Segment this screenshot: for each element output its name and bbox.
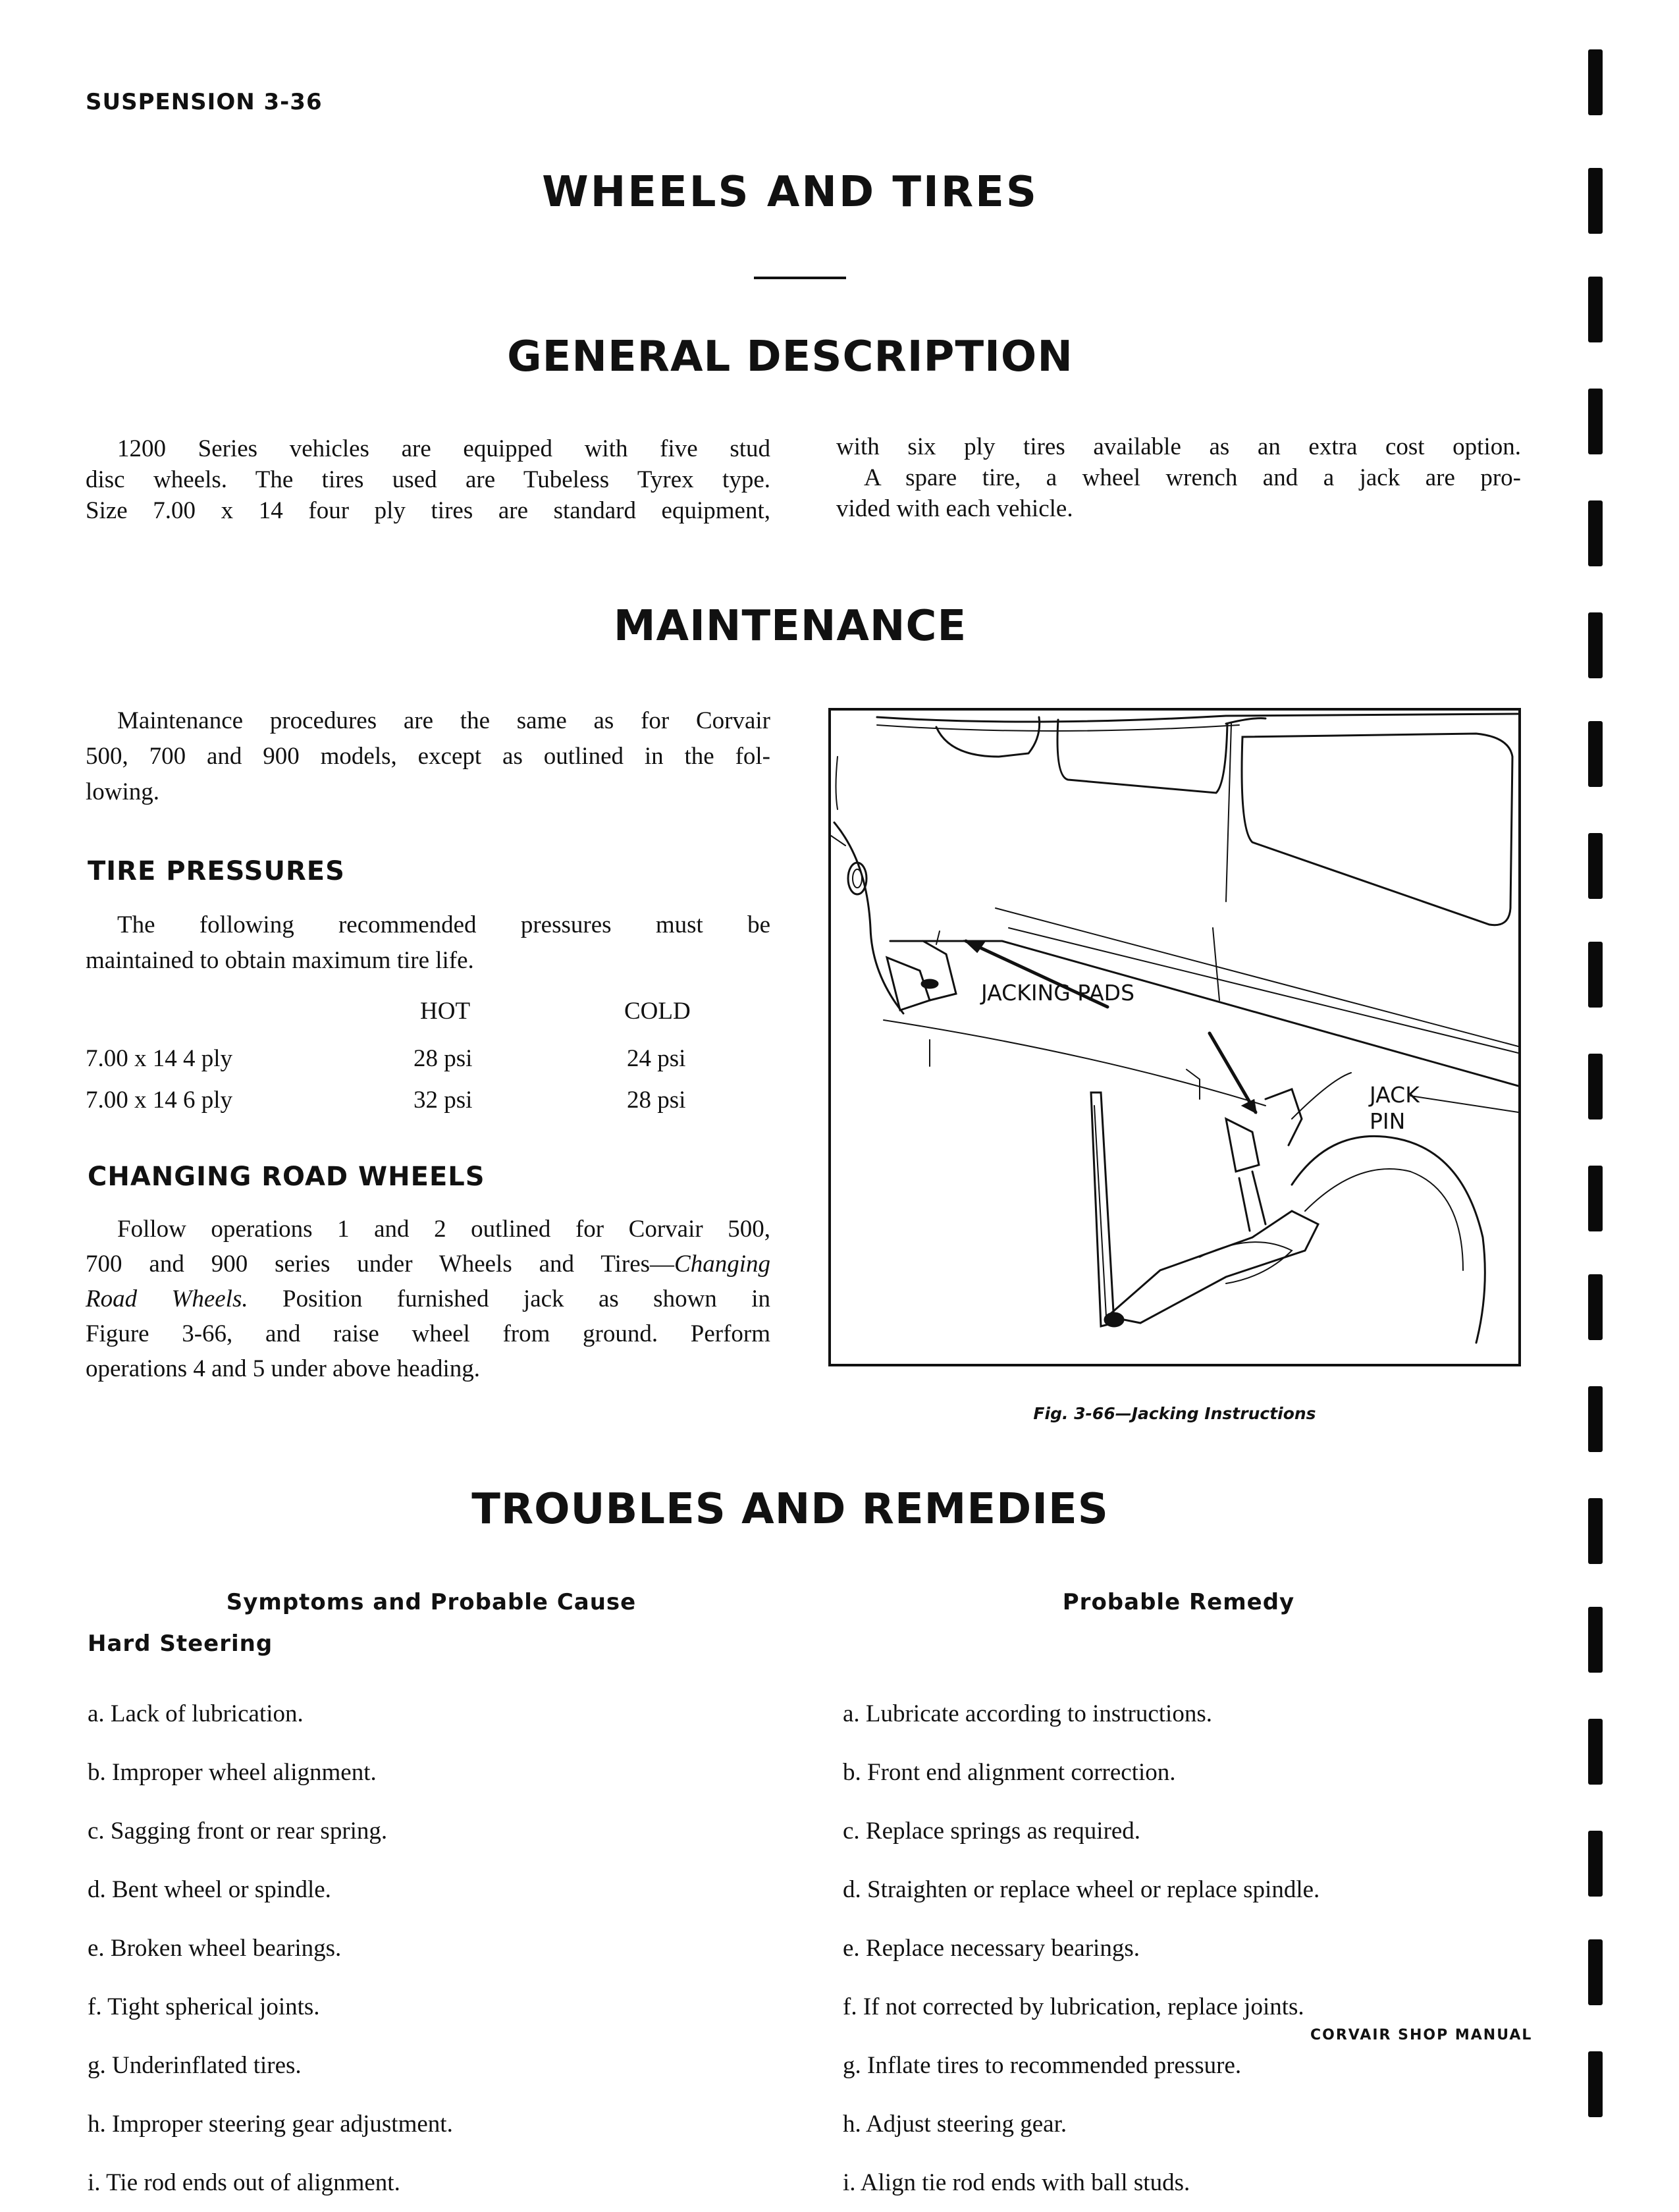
italic-run: Road Wheels. (86, 1285, 248, 1312)
maintenance-heading: MAINTENANCE (613, 602, 967, 651)
text-line: The following recommended pressures must be (117, 911, 770, 938)
text-line: lowing. (86, 778, 160, 805)
margin-index-bar (1588, 389, 1603, 454)
remedy-item: d. Straighten or replace wheel or replace spindle. (843, 1876, 1320, 1903)
changing-road-wheels-heading: CHANGING ROAD WHEELS (88, 1162, 485, 1192)
remedy-item: f. If not corrected by lubrication, replace joints. (843, 1993, 1304, 2020)
col-cold-header: COLD (624, 998, 691, 1025)
page-header: SUSPENSION 3-36 (86, 89, 323, 115)
cause-item: g. Underinflated tires. (88, 2052, 302, 2079)
cold-value-row2: 28 psi (627, 1087, 686, 1114)
remedies-list (843, 1673, 1319, 2212)
page-title: WHEELS AND TIRES (542, 168, 1038, 217)
cause-item: d. Bent wheel or spindle. (88, 1876, 331, 1903)
label-jack: JACK (1370, 1082, 1420, 1108)
label-pin: PIN (1370, 1108, 1406, 1134)
cause-item: h. Improper steering gear adjustment. (88, 2111, 453, 2138)
tire-size-row2: 7.00 x 14 6 ply (86, 1087, 233, 1114)
remedy-item: h. Adjust steering gear. (843, 2111, 1067, 2138)
text-line: vided with each vehicle. (836, 495, 1073, 522)
causes-list (88, 1673, 453, 2212)
jacking-illustration-drawing (831, 711, 1518, 1364)
margin-index-bar (1588, 1939, 1603, 2005)
text-line: 500, 700 and 900 models, except as outlined in the fol- (86, 743, 770, 770)
maintenance-intro (86, 703, 770, 810)
text-line: maintained to obtain maximum tire life. (86, 947, 474, 974)
remedy-item: g. Inflate tires to recommended pressure. (843, 2052, 1242, 2079)
general-description-right (836, 431, 1521, 524)
figure-caption: Fig. 3-66—Jacking Instructions (1033, 1404, 1316, 1423)
text-line: A spare tire, a wheel wrench and a jack are pro- (864, 464, 1521, 491)
text-run: 700 and 900 series under Wheels and Tires— (86, 1251, 675, 1278)
cause-item: f. Tight spherical joints. (88, 1993, 320, 2020)
text-line: Maintenance procedures are the same as for Corvair (117, 707, 770, 734)
tire-size-row1: 7.00 x 14 4 ply (86, 1045, 233, 1072)
margin-index-bar (1588, 1054, 1603, 1119)
troubles-heading: TROUBLES AND REMEDIES (471, 1485, 1109, 1534)
tire-pressures-heading: TIRE PRESSURES (88, 856, 345, 886)
remedy-item: c. Replace springs as required. (843, 1818, 1141, 1845)
remedy-column-header: Probable Remedy (1062, 1589, 1295, 1615)
remedy-item: b. Front end alignment correction. (843, 1759, 1176, 1786)
margin-index-bar (1588, 2051, 1603, 2117)
col-hot-header: HOT (420, 998, 471, 1025)
cause-item: e. Broken wheel bearings. (88, 1935, 342, 1962)
text-line: operations 4 and 5 under above heading. (86, 1355, 481, 1382)
margin-index-bar (1588, 1274, 1603, 1340)
margin-index-bar (1588, 49, 1603, 115)
cause-item: c. Sagging front or rear spring. (88, 1818, 388, 1845)
margin-index-bar (1588, 612, 1603, 678)
remedy-item: a. Lubricate according to instructions. (843, 1700, 1212, 1727)
general-description-heading: GENERAL DESCRIPTION (507, 333, 1073, 381)
text-run: Position furnished jack as shown in (248, 1285, 770, 1312)
hard-steering-heading: Hard Steering (88, 1631, 273, 1657)
text-line: 1200 Series vehicles are equipped with five stud (117, 435, 770, 462)
cause-item: a. Lack of lubrication. (88, 1700, 304, 1727)
text-line (86, 1247, 770, 1281)
margin-index-bar (1588, 833, 1603, 899)
margin-index-bar (1588, 942, 1603, 1008)
italic-run: Changing (674, 1251, 770, 1278)
cold-value-row1: 24 psi (627, 1045, 686, 1072)
jacking-illustration (828, 708, 1521, 1366)
remedy-item: e. Replace necessary bearings. (843, 1935, 1140, 1962)
hot-value-row2: 32 psi (413, 1087, 473, 1114)
page-footer: CORVAIR SHOP MANUAL (1310, 2027, 1533, 2043)
margin-index-bar (1588, 1719, 1603, 1785)
changing-road-wheels-text (86, 1212, 770, 1386)
label-jacking-pads: JACKING PADS (981, 980, 1135, 1006)
margin-index-bar (1588, 1386, 1603, 1452)
symptoms-column-header: Symptoms and Probable Cause (226, 1589, 637, 1615)
margin-index-bar (1588, 1607, 1603, 1673)
hot-value-row1: 28 psi (413, 1045, 473, 1072)
margin-index-bar (1588, 500, 1603, 566)
general-description-left (86, 433, 770, 526)
text-line: Follow operations 1 and 2 outlined for Corvair 500, (117, 1216, 770, 1243)
text-line: Size 7.00 x 14 four ply tires are standard equipment, (86, 497, 770, 524)
text-line: with six ply tires available as an extra cost option. (836, 433, 1521, 460)
text-line: disc wheels. The tires used are Tubeless Tyrex type. (86, 466, 770, 493)
cause-item: b. Improper wheel alignment. (88, 1759, 377, 1786)
margin-index-bar (1588, 168, 1603, 234)
title-divider (754, 277, 846, 279)
text-line: Figure 3-66, and raise wheel from ground. Perform (86, 1320, 770, 1347)
margin-index-bar (1588, 1498, 1603, 1564)
margin-index-bar (1588, 1831, 1603, 1897)
remedy-item: i. Align tie rod ends with ball studs. (843, 2169, 1190, 2196)
margin-index-bar (1588, 277, 1603, 342)
tire-pressures-intro (86, 907, 770, 979)
text-line (86, 1281, 770, 1316)
margin-index-bar (1588, 721, 1603, 787)
cause-item: i. Tie rod ends out of alignment. (88, 2169, 400, 2196)
margin-index-bar (1588, 1166, 1603, 1231)
